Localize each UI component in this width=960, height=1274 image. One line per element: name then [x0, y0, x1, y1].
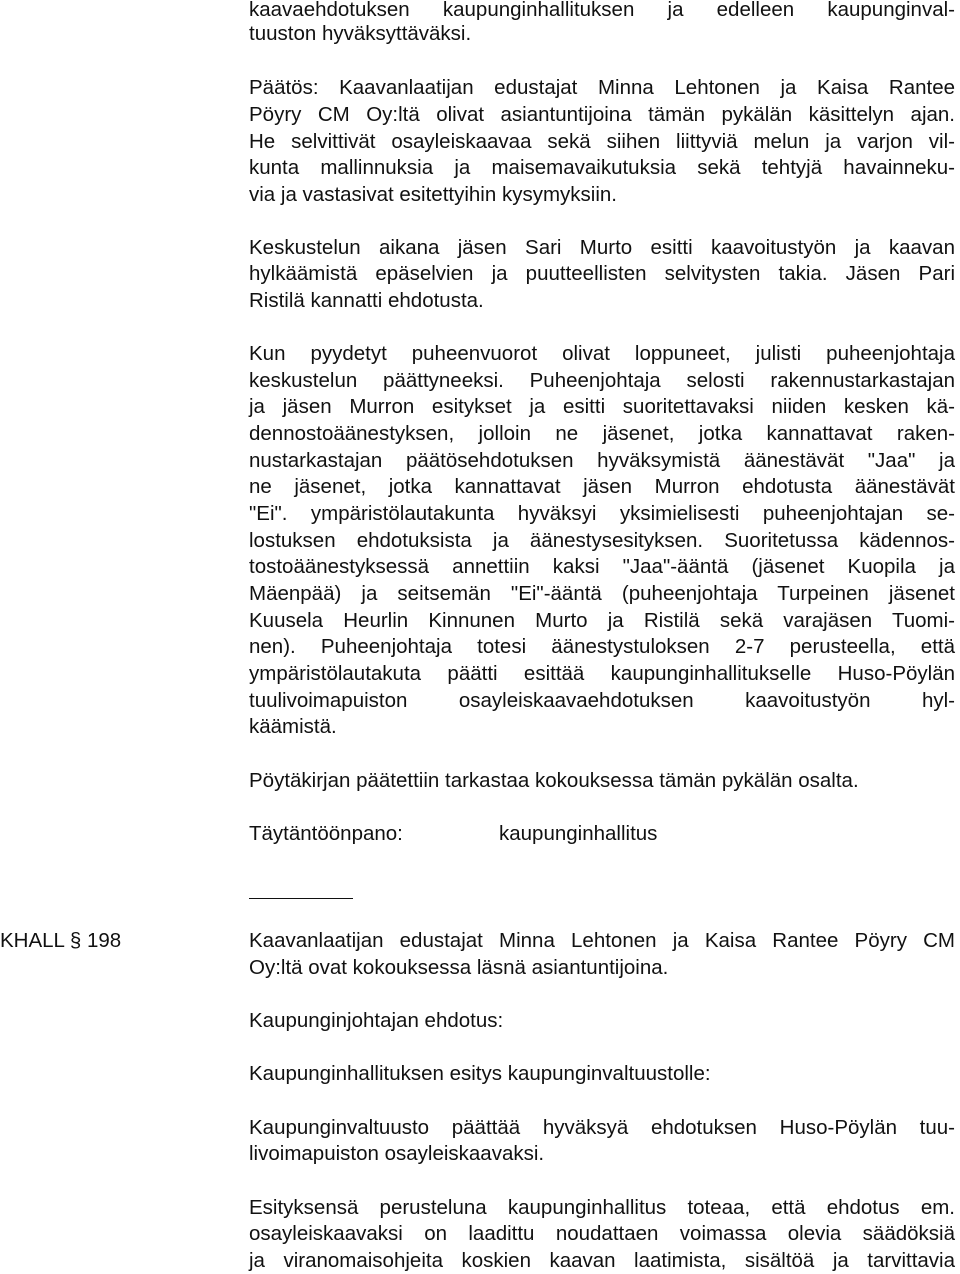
- council-line-2: livoimapuiston osayleiskaavaksi.: [249, 1142, 545, 1165]
- reason-line-2: osayleiskaavaksi on laadittu noudattaen voimassa olevia säädöksiä: [249, 1222, 955, 1245]
- reason-line-3: ja viranomaisohjeita koskien kaavan laatimista, sisältöä ja tarvittavia: [249, 1249, 955, 1272]
- decision-line-1: Päätös: Kaavanlaatijan edustajat Minna Lehtonen ja Kaisa Rantee: [249, 76, 955, 99]
- decision-line-4: kunta mallinnuksia ja maisemavaikutuksia sekä tehtyjä havainneku-: [249, 156, 955, 179]
- discussion-line-1: Keskustelun aikana jäsen Sari Murto esitti kaavoitustyön ja kaavan: [249, 236, 955, 259]
- intro-line-2: tuuston hyväksyttäväksi.: [249, 22, 472, 45]
- vote-line-1: Kun pyydetyt puheenvuorot olivat loppuneet, julisti puheenjohtaja: [249, 342, 955, 365]
- decision-line-5: via ja vastasivat esitettyihin kysymyksiin.: [249, 183, 617, 206]
- vote-line-10: Mäenpää) ja seitsemän "Ei"-ääntä (puheenjohtaja Turpeinen jäsenet: [249, 582, 955, 605]
- vote-line-12: nen). Puheenjohtaja totesi äänestystuloksen 2-7 perusteella, että: [249, 635, 955, 658]
- vote-line-4: dennostoäänestyksen, jolloin ne jäsenet, jotka kannattavat raken-: [249, 422, 955, 445]
- decision-line-3: He selvittivät osayleiskaavaa sekä siihen liittyviä melun ja varjon vil-: [249, 130, 955, 153]
- reason-line-1: Esityksensä perusteluna kaupunginhallitus toteaa, että ehdotus em.: [249, 1196, 955, 1219]
- attend-line-2: Oy:ltä ovat kokouksessa läsnä asiantuntijoina.: [249, 956, 669, 979]
- proposal-heading: Kaupunginjohtajan ehdotus:: [249, 1009, 504, 1032]
- vote-line-7: "Ei". ympäristölautakunta hyväksyi yksimielisesti puheenjohtajan se-: [249, 502, 955, 525]
- board-heading: Kaupunginhallituksen esitys kaupunginvaltuustolle:: [249, 1062, 711, 1085]
- section-divider: [249, 898, 353, 899]
- vote-line-13: ympäristölautakuta päätti esittää kaupunginhallitukselle Huso-Pöylän: [249, 662, 955, 685]
- vote-line-8: lostuksen ehdotuksista ja äänestysesityksen. Suoritetussa kädennos-: [249, 529, 955, 552]
- implementation-label: Täytäntöönpano:: [249, 822, 403, 845]
- vote-line-9: tostoäänestyksessä annettiin kaksi "Jaa"-ääntä (jäsenet Kuopila ja: [249, 555, 955, 578]
- implementation-value: kaupunginhallitus: [499, 822, 658, 845]
- discussion-line-2: hylkäämistä epäselvien ja puutteellisten selvitysten takia. Jäsen Pari: [249, 262, 955, 285]
- vote-line-15: käämistä.: [249, 715, 337, 738]
- discussion-line-3: Ristilä kannatti ehdotusta.: [249, 289, 484, 312]
- minutes-line: Pöytäkirjan päätettiin tarkastaa kokouksessa tämän pykälän osalta.: [249, 769, 859, 792]
- council-line-1: Kaupunginvaltuusto päättää hyväksyä ehdotuksen Huso-Pöylän tuu-: [249, 1116, 955, 1139]
- vote-line-5: nustarkastajan päätösehdotuksen hyväksymistä äänestävät "Jaa" ja: [249, 449, 955, 472]
- vote-line-14: tuulivoimapuiston osayleiskaavaehdotuksen kaavoitustyön hyl-: [249, 689, 955, 712]
- section-marker: KHALL § 198: [0, 929, 122, 952]
- decision-line-2: Pöyry CM Oy:ltä olivat asiantuntijoina tämän pykälän käsittelyn ajan.: [249, 103, 955, 126]
- vote-line-2: keskustelun päättyneeksi. Puheenjohtaja selosti rakennustarkastajan: [249, 369, 955, 392]
- intro-line-1: kaavaehdotuksen kaupunginhallituksen ja edelleen kaupunginval-: [249, 0, 955, 21]
- vote-line-11: Kuusela Heurlin Kinnunen Murto ja Ristilä sekä varajäsen Tuomi-: [249, 609, 955, 632]
- vote-line-6: ne jäsenet, jotka kannattavat jäsen Murron ehdotusta äänestävät: [249, 475, 955, 498]
- vote-line-3: ja jäsen Murron esitykset ja esitti suoritettavaksi niiden kesken kä-: [249, 395, 955, 418]
- attend-line-1: Kaavanlaatijan edustajat Minna Lehtonen ja Kaisa Rantee Pöyry CM: [249, 929, 955, 952]
